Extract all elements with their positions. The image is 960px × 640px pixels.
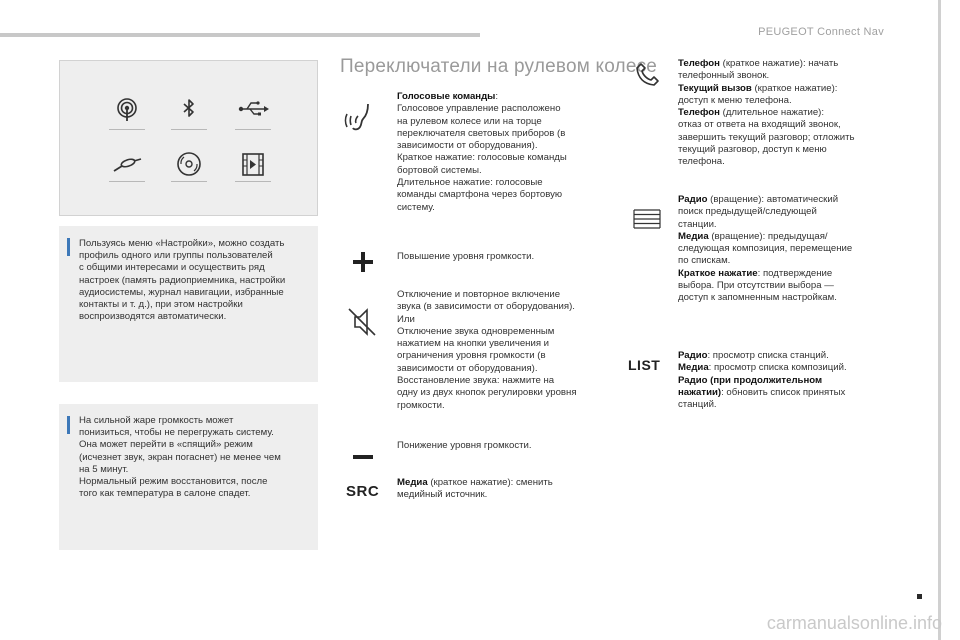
grid-divider (109, 129, 145, 130)
info-note (59, 226, 318, 382)
src-text (397, 477, 553, 502)
grid-divider (235, 129, 271, 130)
voice-command-text (397, 91, 567, 214)
list-text (678, 350, 847, 411)
volume-down-text: Понижение уровня громкости. (397, 440, 532, 451)
list-desc-1: : просмотр списка станций. (707, 350, 829, 361)
info-note-marker (67, 238, 70, 256)
section-title: Переключатели на рулевом колесе (340, 56, 658, 77)
source-icons-panel (59, 60, 318, 216)
minus-icon (352, 448, 374, 466)
thumbwheel-heading-2: Медиа (678, 230, 709, 242)
aux-jack-icon (110, 151, 144, 179)
side-rule (938, 0, 941, 640)
mute-text: Отключение и повторное включение звука (в зависимости от оборудования). Или Отключение звука одновременным нажатием на кнопки увеличения и ограничения уровня громкости (в зависимости от оборудования). Восстановление звука: нажмите на одну из двух кнопок регулировки уровня громкости. (397, 289, 577, 411)
mute-icon (346, 306, 378, 343)
thumbwheel-text (678, 194, 852, 305)
cd-icon (172, 151, 206, 179)
list-heading-3: Радио (при продолжительном нажатии) (678, 374, 823, 398)
thumbwheel-desc-2: (вращение): предыдущая/ следующая композиция, перемещение по спискам. (678, 230, 853, 267)
thumbwheel-desc-1: (вращение): автоматический поиск предыдущей/следующей станции. (678, 194, 839, 230)
info-note-text: Пользуясь меню «Настройки», можно создать профиль одного или группы пользователей с общими интересами и осуществить ряд настроек (память радиоприемника, настройки аудиосистемы, журнал навигации, избранные контакты и т. д.), при этом настройки воспроизводятся автоматически. (79, 238, 286, 323)
page-marker (917, 594, 922, 599)
phone-heading-2: Текущий вызов (678, 82, 752, 94)
voice-command-heading: Голосовые команды (397, 91, 496, 102)
src-label: SRC (346, 483, 380, 500)
voice-command-icon (344, 100, 384, 139)
radio-icon (110, 97, 144, 125)
top-rule (0, 33, 480, 37)
list-label: LIST (628, 357, 661, 373)
list-desc-2: : просмотр списка композиций. (708, 362, 847, 374)
bluetooth-icon (172, 97, 206, 125)
phone-desc-3: (длительное нажатие): отказ от ответа на входящий звонок, завершить текущий разговор; отложить текущий разговор, доступ к меню телефона. (678, 107, 855, 168)
watermark: carmanualsonline.info (766, 613, 942, 633)
usb-icon (236, 97, 270, 125)
info-note-text: На сильной жаре громкость может понизиться, чтобы не перегружать систему. Она может перейти в «спящий» режим (исчезнет звук, экран погаснет) не менее чем на 5 минут. Нормальный режим восстановится, после того как температура в салоне спадет. (79, 415, 281, 500)
phone-desc-1: (краткое нажатие): начать телефонный звонок. (678, 58, 839, 82)
grid-divider (235, 181, 271, 182)
phone-heading-1: Телефон (678, 58, 720, 69)
media-player-icon (236, 151, 270, 179)
grid-divider (171, 181, 207, 182)
grid-divider (171, 129, 207, 130)
volume-up-text: Повышение уровня громкости. (397, 251, 535, 262)
running-header: PEUGEOT Connect Nav (758, 26, 884, 38)
plus-icon (352, 251, 374, 278)
phone-desc-2: (краткое нажатие): доступ к меню телефона. (678, 82, 838, 106)
info-note-marker (67, 416, 70, 434)
phone-icon (634, 62, 660, 93)
thumbwheel-icon (632, 208, 662, 237)
grid-divider (109, 181, 145, 182)
info-note (59, 404, 318, 550)
thumbwheel-desc-3: : подтверждение выбора. При отсутствии выбора — доступ к запомненным настройкам. (678, 267, 837, 304)
list-desc-3: : обновить список принятых станций. (678, 386, 846, 411)
phone-heading-3: Телефон (678, 107, 720, 119)
list-heading-2: Медиа (678, 362, 709, 374)
voice-command-desc: : Голосовое управление расположено на рулевом колесе или на торце переключателя световых приборов (в зависимости от оборудования). Краткое нажатие: голосовые команды бортовой системы. Длительное нажатие: голосовые команды смартфона через бортовую систему. (397, 91, 567, 213)
list-heading-1: Радио (678, 350, 708, 361)
thumbwheel-heading-1: Радио (678, 194, 708, 205)
src-desc: (краткое нажатие): сменить медийный источник. (397, 477, 553, 501)
src-heading: Медиа (397, 477, 428, 488)
thumbwheel-heading-3: Краткое нажатие (678, 267, 758, 279)
phone-text (678, 58, 855, 169)
